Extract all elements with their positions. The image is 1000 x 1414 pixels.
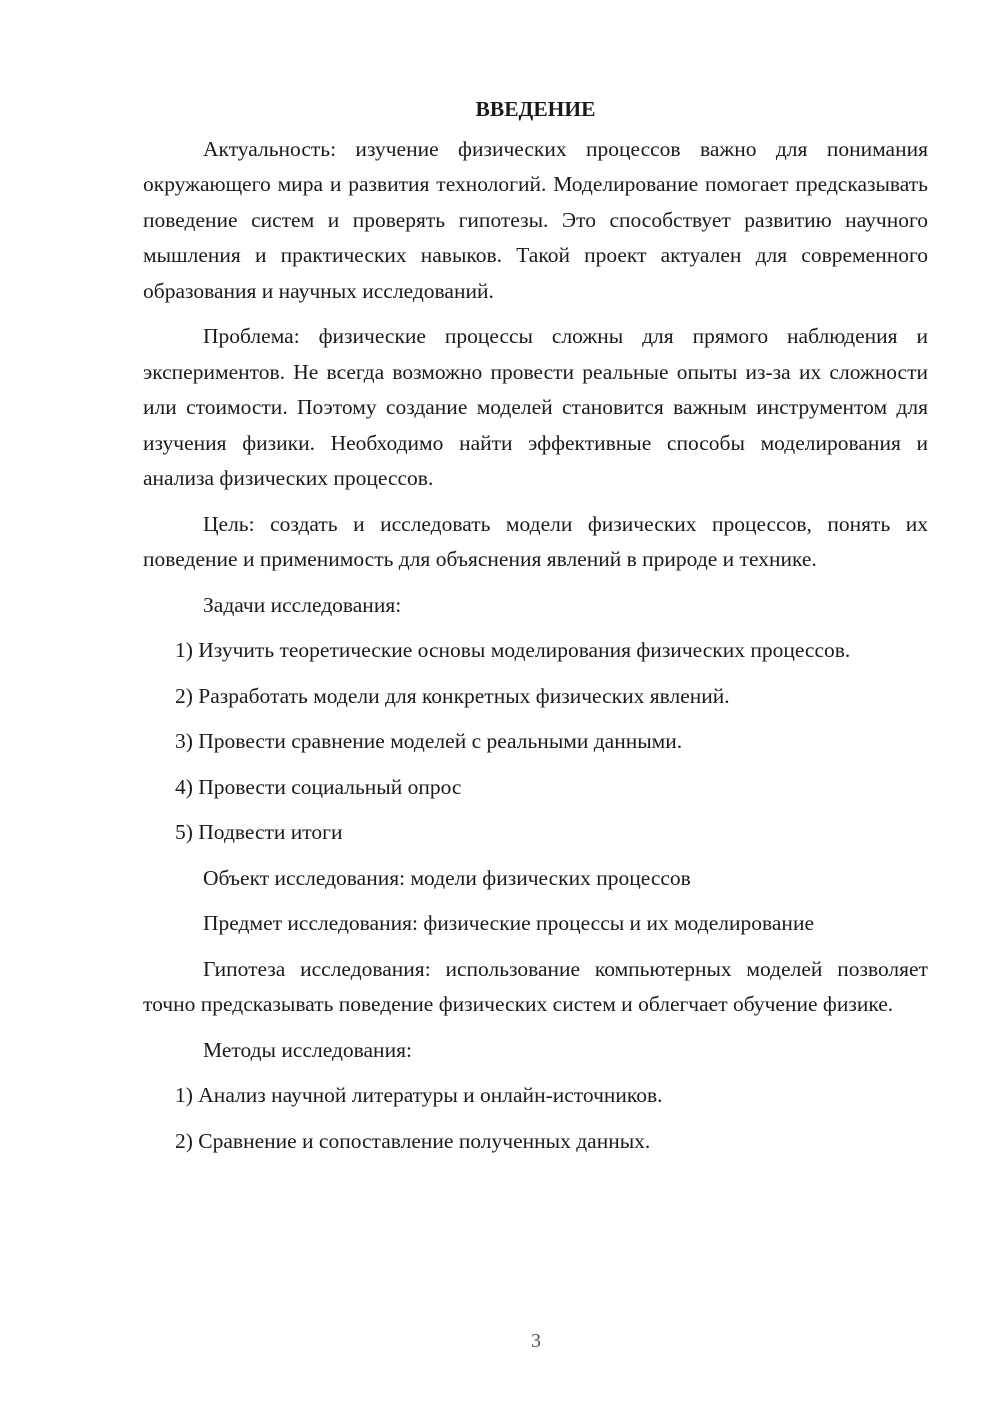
hypothesis-paragraph: Гипотеза исследования: использование компьютерных моделей позволяет точно предсказывать поведение физических систем и облегчает обучение физике.	[143, 956, 928, 1016]
relevance-paragraph: Актуальность: изучение физических процессов важно для понимания окружающего мира и развития технологий. Моделирование помогает предсказывать поведение систем и проверять гипотезы. Это способствует развитию научного мышления и практических навыков. Такой проект актуален для современного образования и научных исследований.	[143, 136, 928, 303]
task-item: 4) Провести социальный опрос	[175, 774, 462, 799]
task-item: 5) Подвести итоги	[175, 820, 343, 844]
page-title: ВВЕДЕНИЕ	[475, 97, 596, 121]
research-subject: Предмет исследования: физические процессы и их моделирование	[203, 911, 814, 935]
task-item: 1) Изучить теоретические основы моделирования физических процессов.	[175, 638, 851, 662]
task-item: 3) Провести сравнение моделей с реальными данными.	[175, 729, 683, 753]
goal-paragraph: Цель: создать и исследовать модели физических процессов, понять их поведение и применимость для объяснения явлений в природе и технике.	[143, 511, 928, 571]
methods-heading: Методы исследования:	[203, 1037, 412, 1062]
research-object: Объект исследования: модели физических процессов	[203, 865, 691, 890]
task-item: 2) Разработать модели для конкретных физических явлений.	[175, 683, 730, 708]
problem-paragraph: Проблема: физические процессы сложны для прямого наблюдения и экспериментов. Не всегда возможно провести реальные опыты из-за их сложности или стоимости. Поэтому создание моделей становится важным инструментом для изучения физики. Необходимо найти эффективные способы моделирования и анализа физических процессов.	[143, 324, 928, 490]
method-item: 1) Анализ научной литературы и онлайн-источников.	[175, 1083, 663, 1107]
method-item: 2) Сравнение и сопоставление полученных данных.	[175, 1128, 651, 1153]
tasks-heading: Задачи исследования:	[203, 592, 402, 617]
document-page	[143, 92, 928, 1169]
page-number: 3	[531, 1330, 541, 1352]
